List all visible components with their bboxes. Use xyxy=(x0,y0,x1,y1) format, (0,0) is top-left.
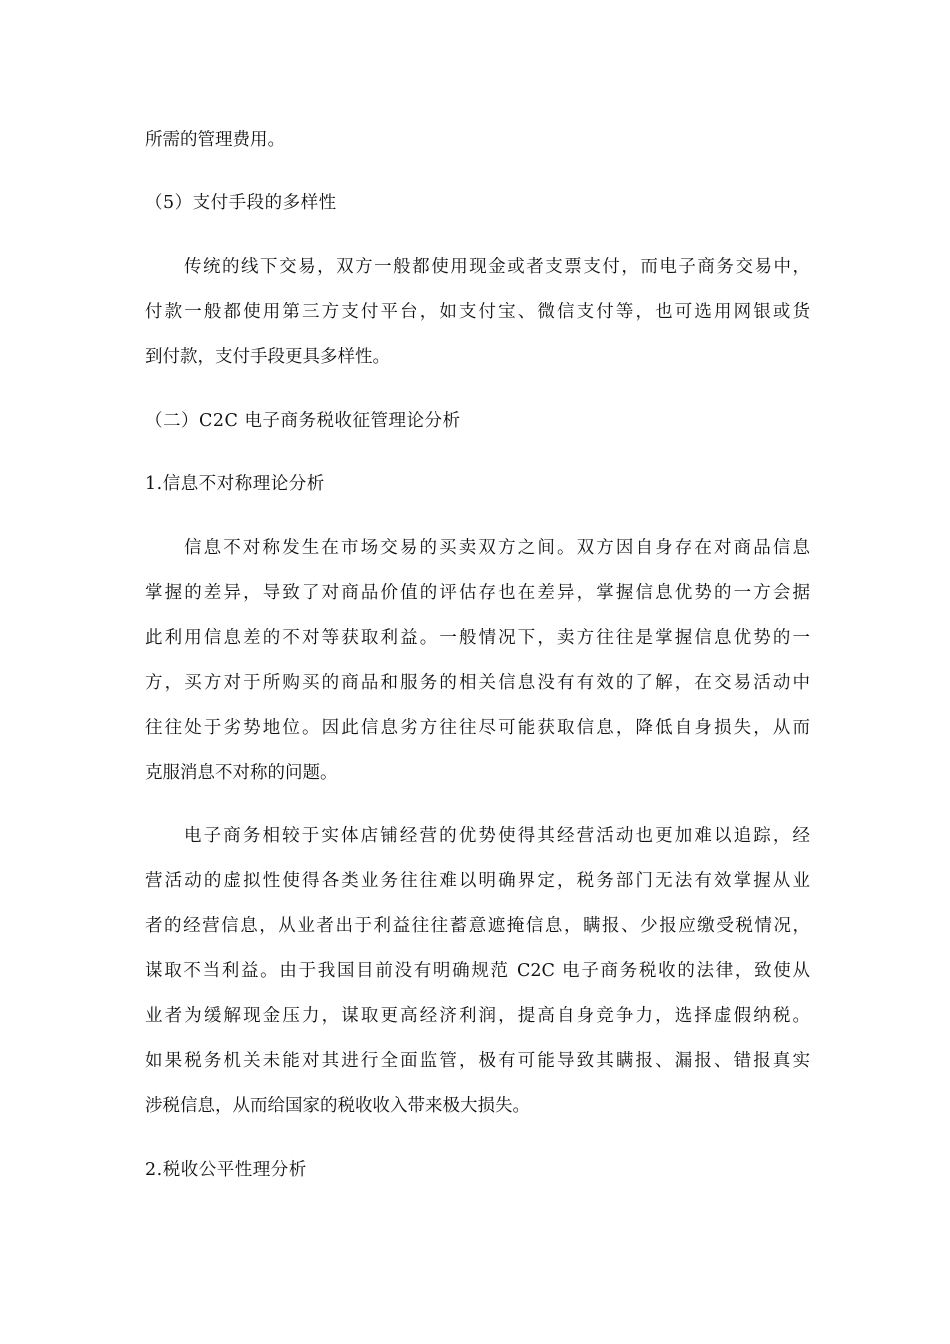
paragraph-line: 到付款，支付手段更具多样性。 xyxy=(145,347,390,367)
paragraph-line: 传统的线下交易，双方一般都使用现金或者支票支付，而电子商务交易中， xyxy=(184,257,810,277)
paragraph-line: 信息不对称发生在市场交易的买卖双方之间。双方因自身存在对商品信息 xyxy=(184,538,810,558)
paragraph-line: 掌握的差异，导致了对商品价值的评估存也在差异，掌握信息优势的一方会据 xyxy=(145,583,810,603)
paragraph-line: 涉税信息，从而给国家的税收收入带来极大损失。 xyxy=(145,1096,530,1116)
section-heading: （5）支付手段的多样性 xyxy=(145,193,337,213)
paragraph-line: 此利用信息差的不对等获取利益。一般情况下，卖方往往是掌握信息优势的一 xyxy=(145,628,810,648)
paragraph-line: 业者为缓解现金压力，谋取更高经济利润，提高自身竞争力，选择虚假纳税。 xyxy=(145,1006,810,1026)
subsection-heading: 1.信息不对称理论分析 xyxy=(145,474,325,494)
paragraph-line: 者的经营信息，从业者出于利益往往蓄意遮掩信息，瞒报、少报应缴受税情况， xyxy=(145,916,810,936)
paragraph-line: 付款一般都使用第三方支付平台，如支付宝、微信支付等，也可选用网银或货 xyxy=(145,302,810,322)
section-heading: （二）C2C 电子商务税收征管理论分析 xyxy=(145,411,461,431)
paragraph-line: 营活动的虚拟性使得各类业务往往难以明确界定，税务部门无法有效掌握从业 xyxy=(145,871,810,891)
paragraph-line: 谋取不当利益。由于我国目前没有明确规范 C2C 电子商务税收的法律，致使从 xyxy=(145,961,810,981)
paragraph-line: 所需的管理费用。 xyxy=(145,130,285,150)
paragraph-line: 如果税务机关未能对其进行全面监管，极有可能导致其瞒报、漏报、错报真实 xyxy=(145,1051,810,1071)
paragraph-line: 方，买方对于所购买的商品和服务的相关信息没有有效的了解，在交易活动中 xyxy=(145,673,810,693)
paragraph-line: 克服消息不对称的问题。 xyxy=(145,763,338,783)
subsection-heading: 2.税收公平性理分析 xyxy=(145,1160,307,1180)
paragraph-line: 往往处于劣势地位。因此信息劣方往往尽可能获取信息，降低自身损失，从而 xyxy=(145,718,810,738)
paragraph-line: 电子商务相较于实体店铺经营的优势使得其经营活动也更加难以追踪，经 xyxy=(184,826,810,846)
